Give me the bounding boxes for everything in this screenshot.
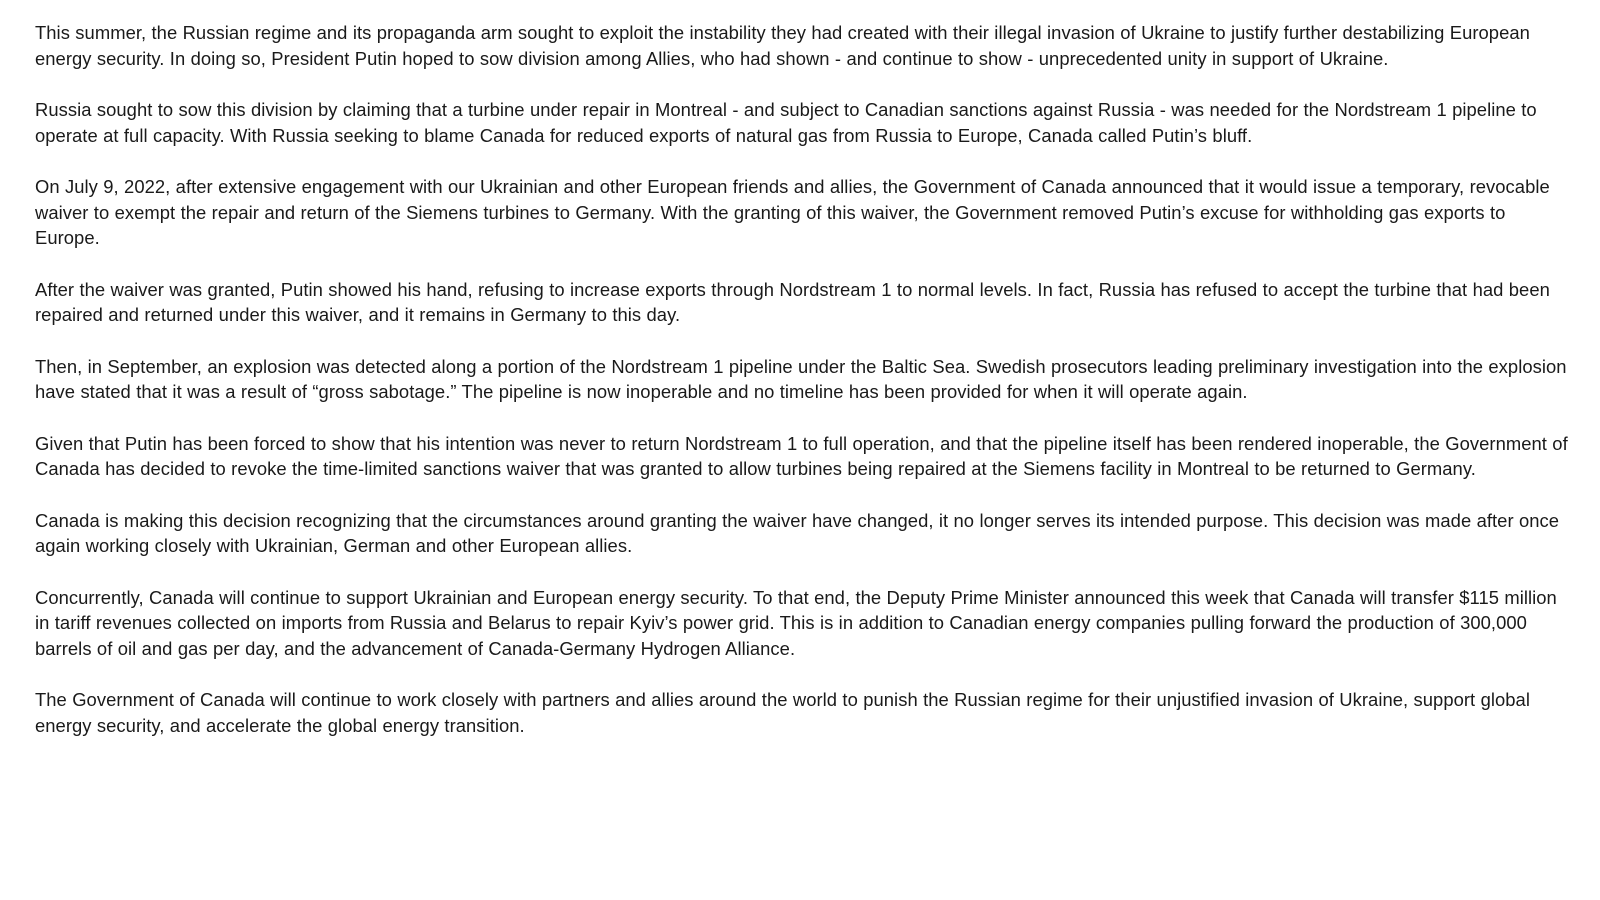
paragraph-turbine-division: Russia sought to sow this division by claiming that a turbine under repair in Montreal - and subject to Canadian sanctions against Russia - was needed for the Nordstream 1 pipeline to operate at full capacity. With Russia seeking to blame Canada for reduced exports of natural gas from Russia to Europe, Canada called Putin’s bluff.	[35, 99, 1537, 146]
document-body	[35, 20, 1575, 764]
paragraph-revoke-waiver: Given that Putin has been forced to show that his intention was never to return Nordstream 1 to full operation, and that the pipeline itself has been rendered inoperable, the Government of Canada has decided to revoke the time-limited sanctions waiver that was granted to allow turbines being repaired at the Siemens facility in Montreal to be returned to Germany.	[35, 432, 1568, 479]
paragraph-energy-support: Concurrently, Canada will continue to support Ukrainian and European energy security. To that end, the Deputy Prime Minister announced this week that Canada will transfer $115 million in tariff revenues collected on imports from Russia and Belarus to repair Kyiv’s power grid. This is in addition to Canadian energy companies pulling forward the production of 300,000 barrels of oil and gas per day, and the advancement of Canada-Germany Hydrogen Alliance.	[35, 586, 1557, 659]
paragraph-summer-exploit: This summer, the Russian regime and its propaganda arm sought to exploit the instability they had created with their illegal invasion of Ukraine to justify further destabilizing European energy security. In doing so, President Putin hoped to sow division among Allies, who had shown - and continue to show - unprecedented unity in support of Ukraine.	[35, 22, 1530, 69]
paragraph-closing: The Government of Canada will continue to work closely with partners and allies around the world to punish the Russian regime for their unjustified invasion of Ukraine, support global energy security, and accelerate the global energy transition.	[35, 689, 1530, 736]
paragraph-putin-hand: After the waiver was granted, Putin showed his hand, refusing to increase exports through Nordstream 1 to normal levels. In fact, Russia has refused to accept the turbine that had been repaired and returned under this waiver, and it remains in Germany to this day.	[35, 278, 1550, 325]
paragraph-waiver-issued: On July 9, 2022, after extensive engagement with our Ukrainian and other European friends and allies, the Government of Canada announced that it would issue a temporary, revocable waiver to exempt the repair and return of the Siemens turbines to Germany. With the granting of this waiver, the Government removed Putin’s excuse for withholding gas exports to Europe.	[35, 176, 1550, 248]
paragraph-explosion: Then, in September, an explosion was detected along a portion of the Nordstream 1 pipeline under the Baltic Sea. Swedish prosecutors leading preliminary investigation into the explosion have stated that it was a result of “gross sabotage.” The pipeline is now inoperable and no timeline has been provided for when it will operate again.	[35, 355, 1567, 402]
paragraph-decision: Canada is making this decision recognizing that the circumstances around granting the waiver have changed, it no longer serves its intended purpose. This decision was made after once again working closely with Ukrainian, German and other European allies.	[35, 509, 1560, 556]
